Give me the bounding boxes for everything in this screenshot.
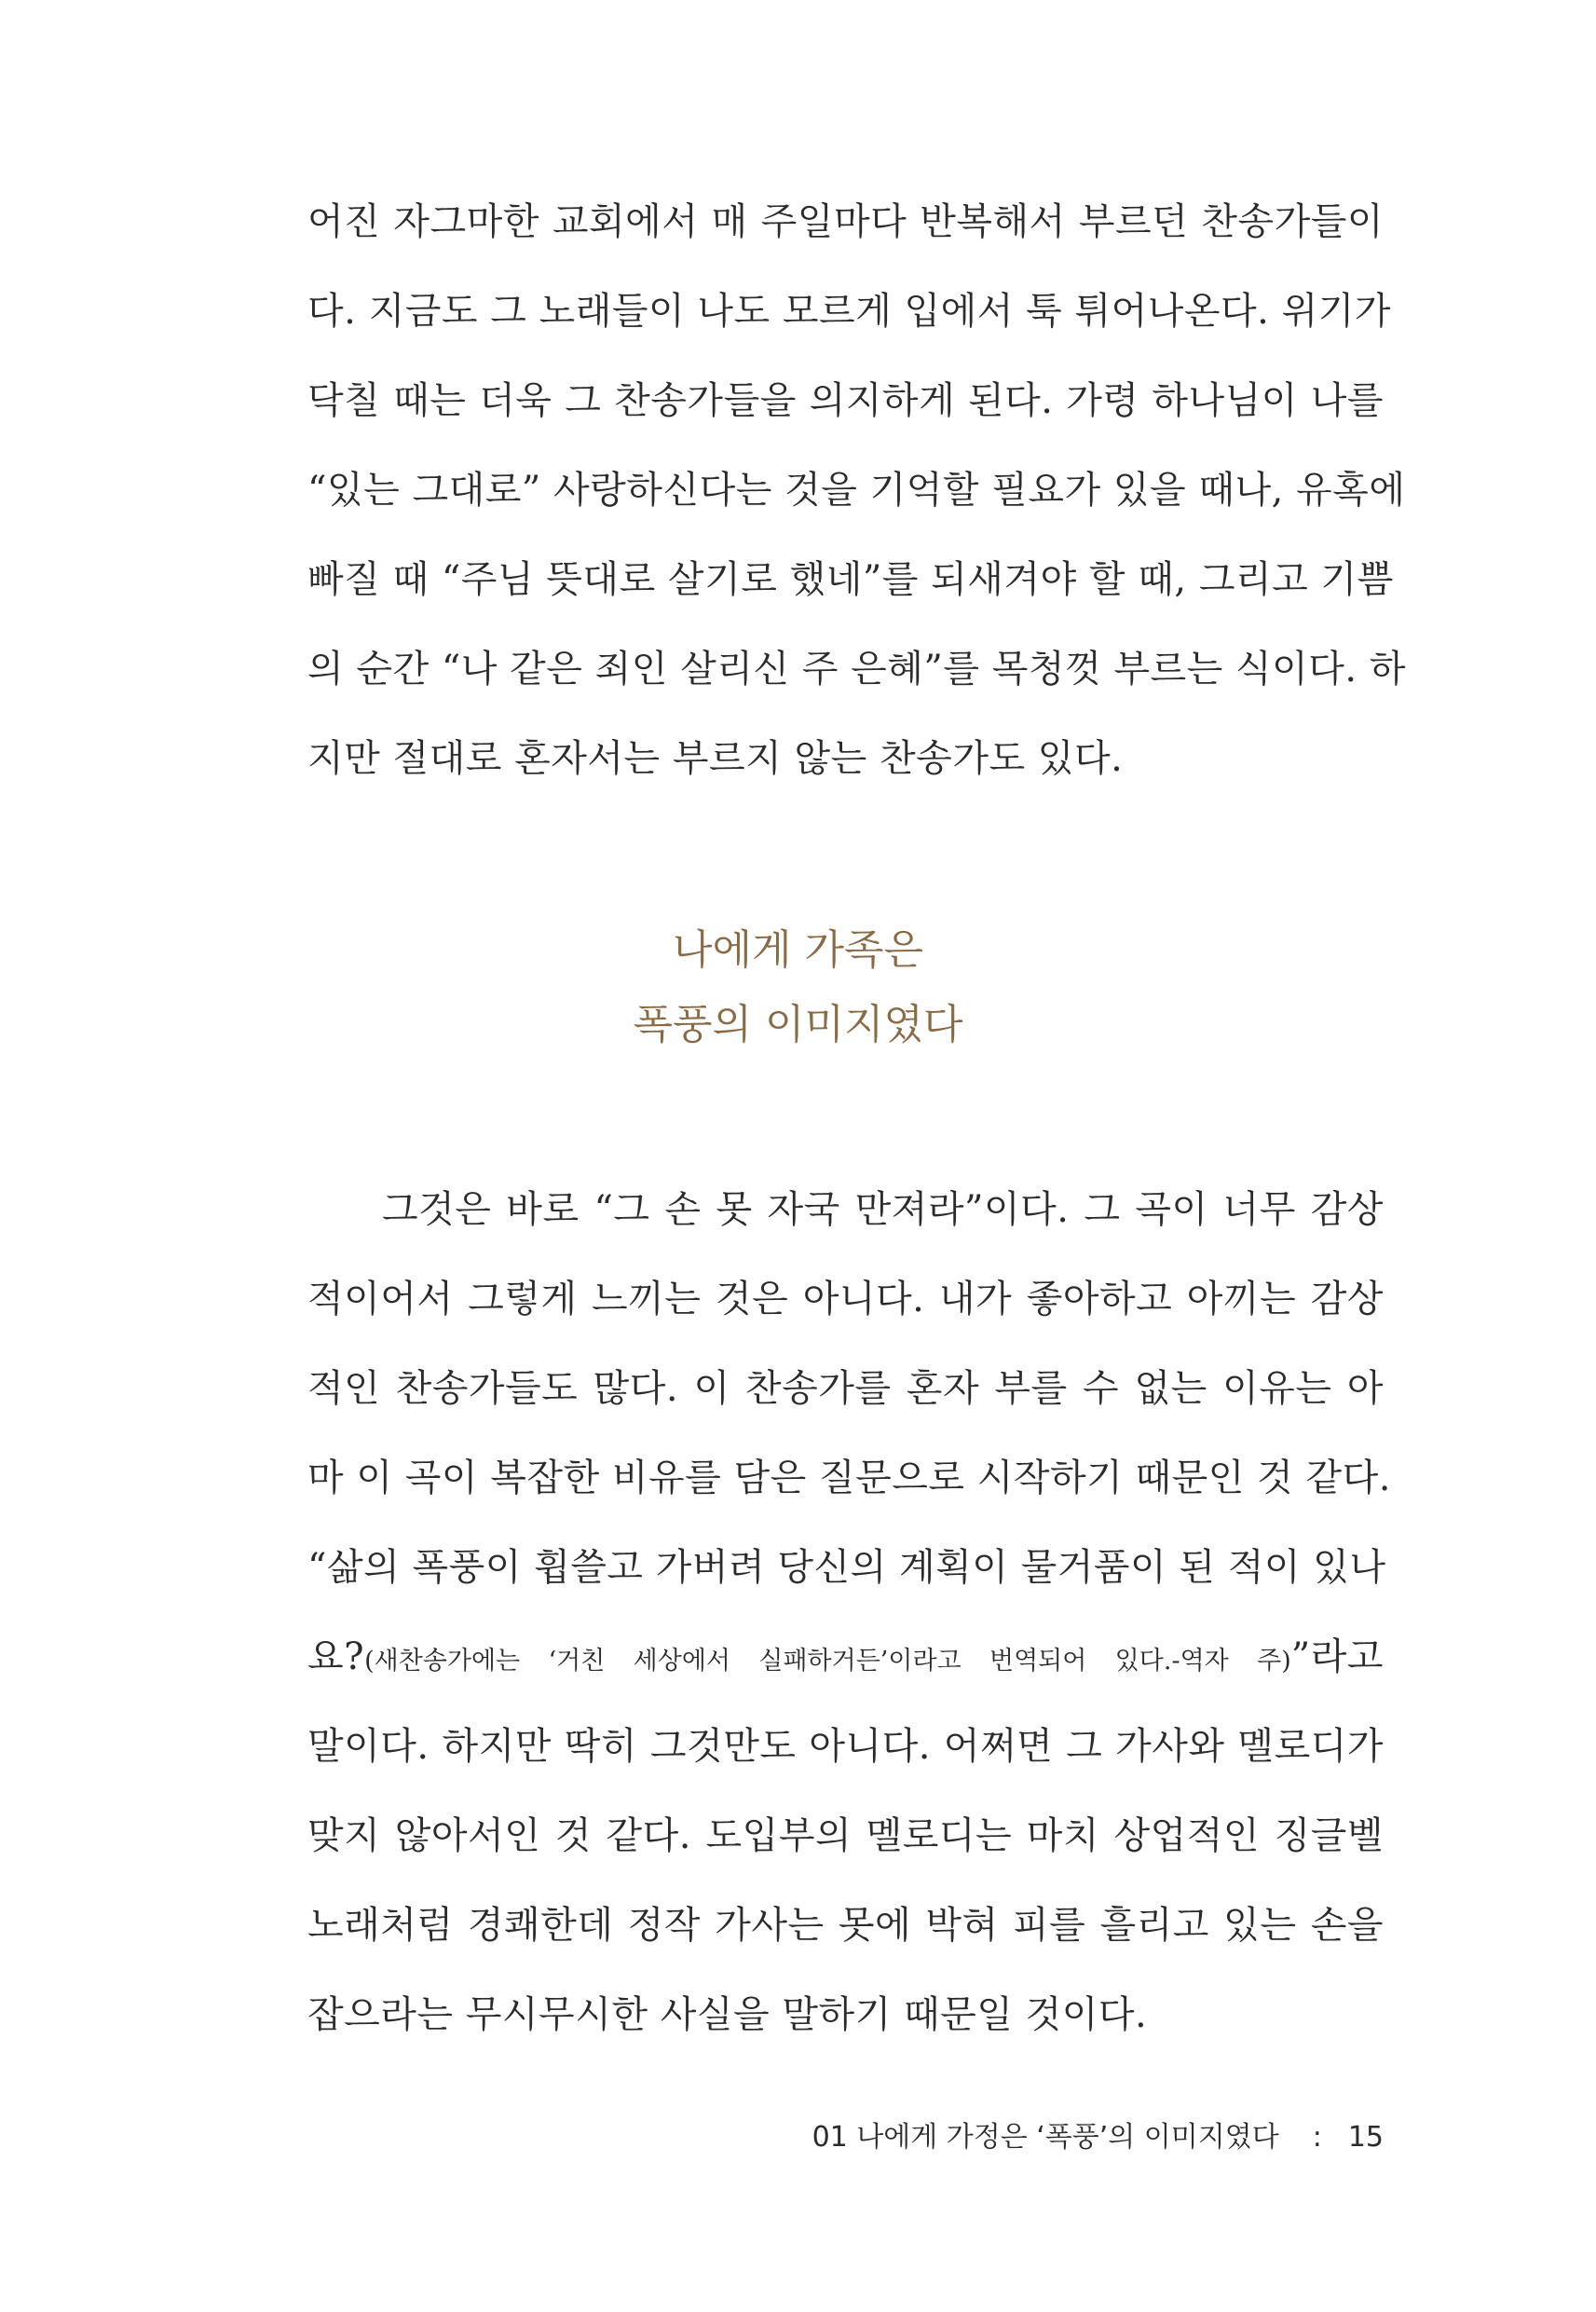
paragraph-line: 빠질 때 “주님 뜻대로 살기로 했네”를 되새겨야 할 때, 그리고 기쁨 bbox=[307, 558, 1394, 601]
footer-separator: : bbox=[1312, 2121, 1322, 2154]
paragraph-line: 의 순간 “나 같은 죄인 살리신 주 은혜”를 목청껏 부르는 식이다. 하 bbox=[307, 648, 1406, 691]
paragraph-line: 적이어서 그렇게 느끼는 것은 아니다. 내가 좋아하고 아끼는 감상 bbox=[307, 1278, 1384, 1320]
note-line-end: ”라고 bbox=[1290, 1635, 1384, 1678]
heading-line-1: 나에게 가족은 bbox=[672, 926, 923, 974]
paragraph-line: 적인 찬송가들도 많다. 이 찬송가를 혼자 부를 수 없는 이유는 아 bbox=[307, 1367, 1384, 1410]
page-footer bbox=[812, 2114, 1384, 2155]
paragraph-1 bbox=[307, 177, 1406, 803]
heading-line-2: 폭풍의 이미지였다 bbox=[633, 1001, 963, 1048]
section-heading bbox=[0, 913, 1596, 1062]
paragraph-2 bbox=[307, 1165, 1392, 2059]
paragraph-line: 지만 절대로 혼자서는 부르지 않는 찬송가도 있다. bbox=[307, 737, 1124, 780]
paragraph-line: “있는 그대로” 사랑하신다는 것을 기억할 필요가 있을 때나, 유혹에 bbox=[307, 469, 1406, 512]
paragraph-line: 닥칠 때는 더욱 그 찬송가들을 의지하게 된다. 가령 하나님이 나를 bbox=[307, 379, 1384, 422]
chapter-title: 01 나에게 가정은 ‘폭풍’의 이미지였다 bbox=[812, 2121, 1279, 2154]
paragraph-line: 노래처럼 경쾌한데 정작 가사는 못에 박혀 피를 흘리고 있는 손을 bbox=[307, 1904, 1384, 1947]
paragraph-line: 말이다. 하지만 딱히 그것만도 아니다. 어쩌면 그 가사와 멜로디가 bbox=[307, 1725, 1384, 1768]
paragraph-line-with-note bbox=[307, 1612, 1384, 1702]
paragraph-line: 다. 지금도 그 노래들이 나도 모르게 입에서 툭 튀어나온다. 위기가 bbox=[307, 290, 1392, 333]
paragraph-line: “삶의 폭풍이 휩쓸고 가버려 당신의 계획이 물거품이 된 적이 있나 bbox=[307, 1546, 1386, 1589]
page-number: 15 bbox=[1347, 2121, 1384, 2154]
paragraph-line: 그것은 바로 “그 손 못 자국 만져라”이다. 그 곡이 너무 감상 bbox=[382, 1188, 1384, 1231]
paragraph-line: 마 이 곡이 복잡한 비유를 담은 질문으로 시작하기 때문인 것 같다. bbox=[307, 1457, 1392, 1499]
paragraph-line: 맞지 않아서인 것 같다. 도입부의 멜로디는 마치 상업적인 징글벨 bbox=[307, 1814, 1384, 1857]
note-line-start: 요? bbox=[307, 1635, 365, 1678]
paragraph-line: 잡으라는 무시무시한 사실을 말하기 때문일 것이다. bbox=[307, 1993, 1148, 2036]
paragraph-line: 어진 자그마한 교회에서 매 주일마다 반복해서 부르던 찬송가들이 bbox=[307, 200, 1384, 243]
translator-note: (새찬송가에는 ‘거친 세상에서 실패하거든’이라고 번역되어 있다.-역자 주) bbox=[364, 1647, 1291, 1676]
